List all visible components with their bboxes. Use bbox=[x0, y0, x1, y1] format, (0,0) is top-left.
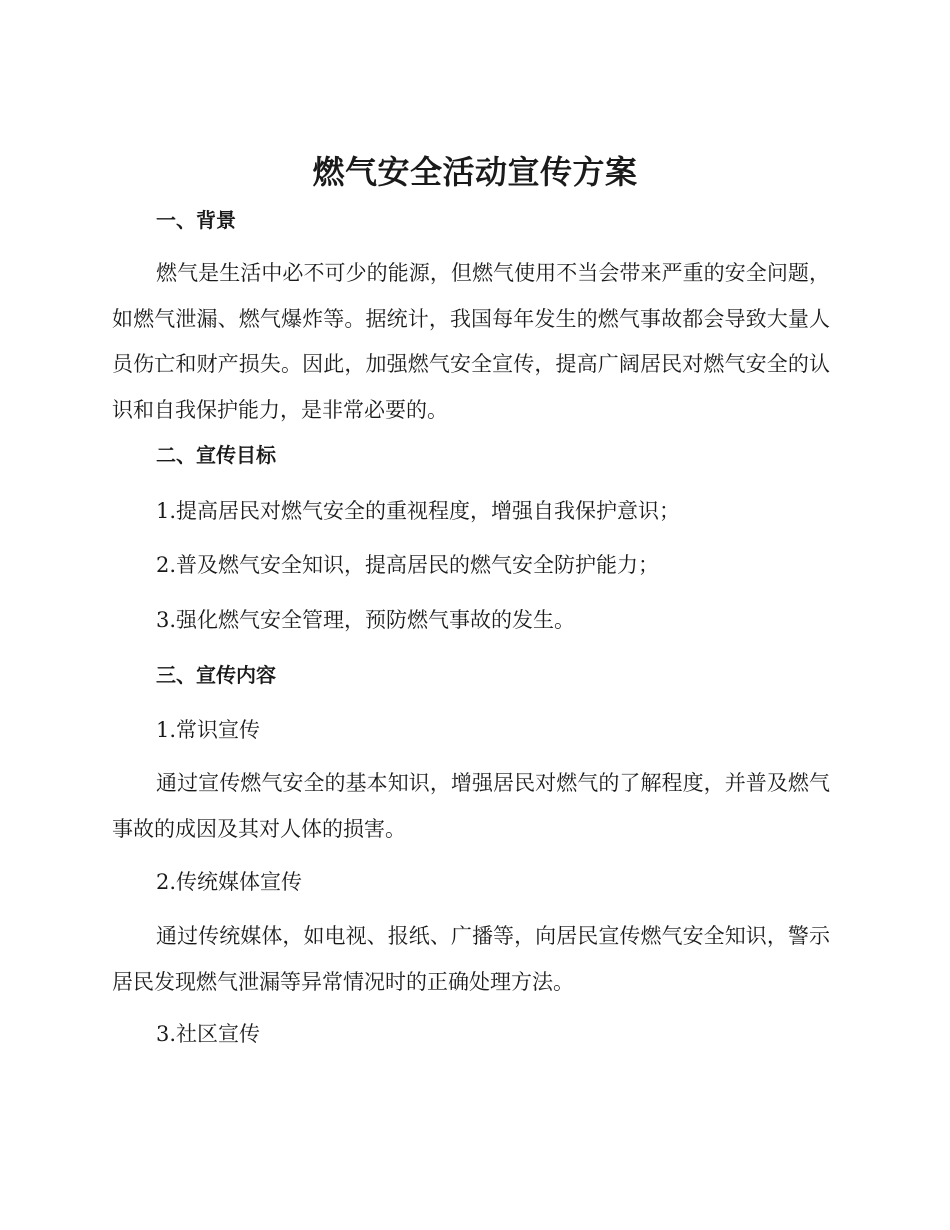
background-paragraph: 燃气是生活中必不可少的能源，但燃气使用不当会带来严重的安全问题，如燃气泄漏、燃气爆炸等。据统计，我国每年发生的燃气事故都会导致大量人员伤亡和财产损失。因此，加强燃气安全宣传，提高广阔居民对燃气安全的认识和自我保护能力，是非常必要的。 bbox=[112, 261, 830, 422]
content-subheading-3: 3.社区宣传 bbox=[156, 1022, 261, 1046]
section-heading-content: 三、宣传内容 bbox=[156, 663, 276, 687]
goal-item-2: 2.普及燃气安全知识，提高居民的燃气安全防护能力； bbox=[156, 553, 660, 577]
goal-item-3: 3.强化燃气安全管理，预防燃气事故的发生。 bbox=[156, 608, 576, 632]
content-subheading-1: 1.常识宣传 bbox=[156, 718, 261, 742]
content-paragraph-2: 通过传统媒体，如电视、报纸、广播等，向居民宣传燃气安全知识，警示居民发现燃气泄漏等异常情况时的正确处理方法。 bbox=[112, 924, 830, 994]
document-title: 燃气安全活动宣传方案 bbox=[312, 153, 638, 191]
section-heading-background: 一、背景 bbox=[156, 208, 236, 232]
goal-item-1: 1.提高居民对燃气安全的重视程度，增强自我保护意识； bbox=[156, 499, 681, 523]
section-heading-goals: 二、宣传目标 bbox=[156, 443, 276, 467]
content-subheading-2: 2.传统媒体宣传 bbox=[156, 870, 303, 894]
content-paragraph-1: 通过宣传燃气安全的基本知识，增强居民对燃气的了解程度，并普及燃气事故的成因及其对人体的损害。 bbox=[112, 771, 830, 841]
